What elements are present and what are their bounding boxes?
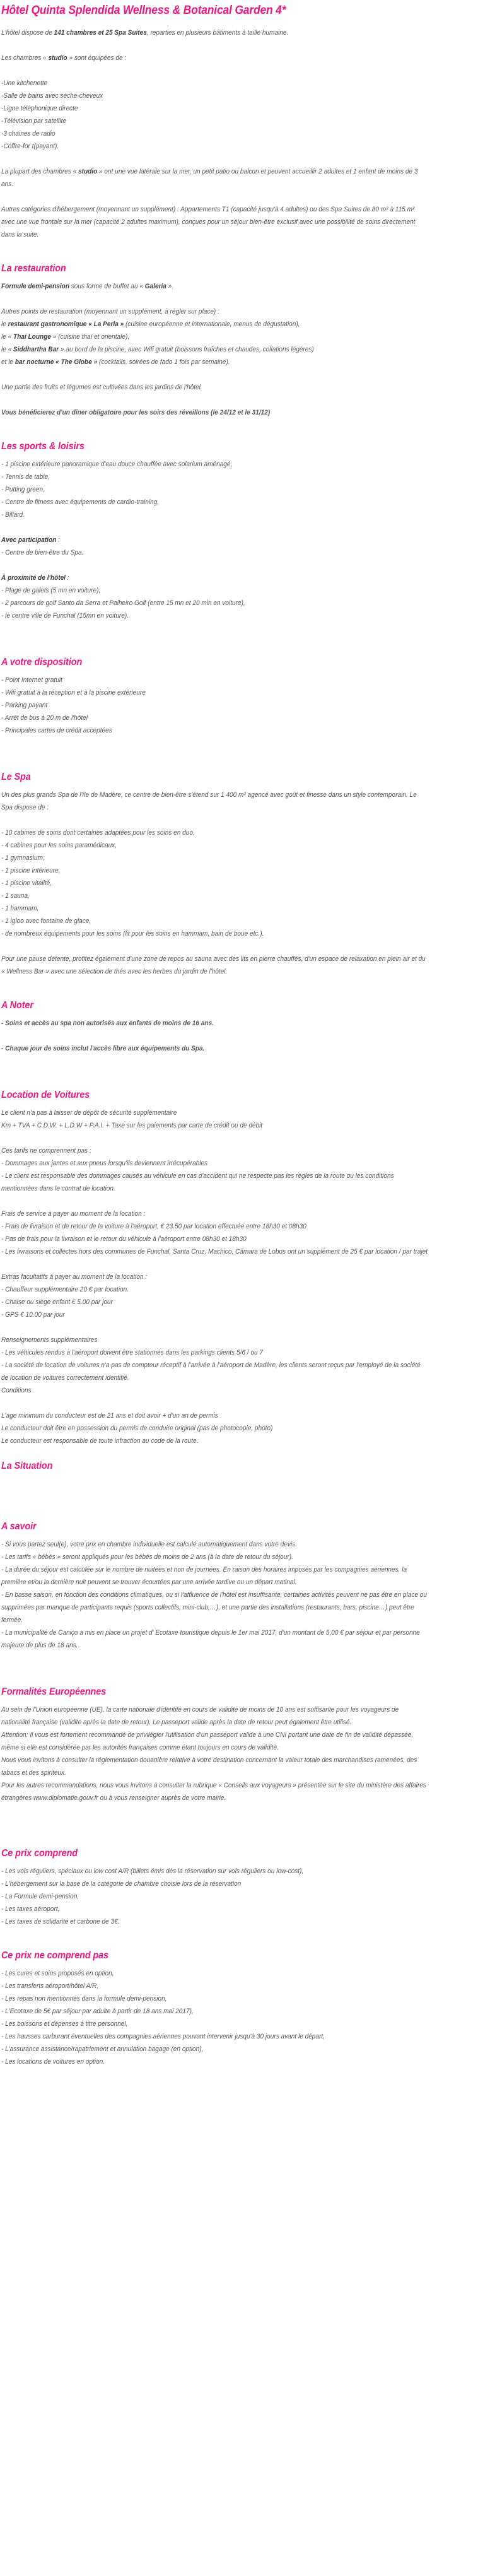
location-voitures-section — [1, 1089, 477, 1447]
extras-label: Extras facultatifs à payer au moment de la location : — [1, 1273, 148, 1281]
proximite-colon: : — [65, 574, 69, 582]
location-intro-1: Le client n'a pas à laisser de dépôt de sécurité supplémentaire — [1, 1109, 177, 1117]
studio-features-list — [1, 77, 477, 153]
list-item: -Ligne téléphonique directe — [1, 105, 78, 112]
point-suffix: (cocktails, soirées de fado 1 fois par semaine). — [97, 358, 230, 366]
list-item: - 1 piscine extérieure panoramique d'eau douce chauffée avec solarium aménagé, — [1, 461, 233, 468]
prix-ne-comprend-pas-section — [1, 1950, 477, 2068]
point-prefix: le « — [1, 346, 14, 353]
participation-title: Avec participation — [1, 536, 57, 544]
list-item: - Plage de galets (5 mn en voiture), — [1, 587, 101, 594]
list-item: - Les repas non mentionnés dans la formule demi-pension, — [1, 1995, 167, 2003]
point-name: Siddhartha Bar — [13, 346, 59, 353]
section-title-restauration: La restauration — [1, 263, 66, 274]
list-item: - Pas de frais pour la livraison et le retour du véhicule à l'aéroport entre 08h30 et 18h30 — [1, 1235, 247, 1243]
formalites-paragraph: Attention: Il vous est fortement recommandé de privilégier l'utilisation d'un passeport valide à une CNI portant une date de fin de validité dépassée, même si elle est considérée par les autorités françaises comme étant toujours en cours de validité. — [1, 1731, 414, 1751]
spa-intro: Un des plus grands Spa de l'île de Madère, ce centre de bien-être s'étend sur 1 400 m² agencé avec goût et finesse dans un style contemporain. Le Spa dispose de : — [1, 791, 417, 811]
spa-pause: Pour une pause détente, profitez également d'une zone de repos au sauna avec des lits en pierre chauffés, d'un espace de relaxation en plein air et du « Wellness Bar » avec une sélection de thés avec les herbes du jardin de l'hôtel. — [1, 955, 426, 975]
formalites-paragraph: Au sein de l'Union européenne (UE), la carte nationale d'identité en cours de validité de moins de 10 ans est suffisante pour les voyageurs de nationalité française (validite après la date de retour). Le passeport valide après la date de retour peut également être utilisé. — [1, 1706, 399, 1726]
list-item: -Une kitchenette — [1, 79, 48, 87]
point-name: bar nocturne « The Globe » — [15, 358, 98, 366]
participation-colon: : — [56, 536, 60, 544]
list-item: - 10 cabines de soins dont certaines adaptées pour les soins en duo, — [1, 829, 195, 837]
list-item: - Les livraisons et collectes hors des communes de Funchal, Santa Cruz, Machico, Câmara de Lobos ont un supplément de 25 € par location / par trajet — [1, 1248, 428, 1256]
section-title-a-savoir: A savoir — [1, 1521, 37, 1532]
intro-section — [1, 26, 477, 241]
list-item: - Point Internet gratuit — [1, 676, 62, 684]
service-fees-label: Frais de service à payer au moment de la location : — [1, 1210, 146, 1218]
list-item: - La Formule demi-pension, — [1, 1893, 79, 1900]
list-item: - La société de location de voitures n'a pas de compteur réceptif à l'arrivée à l'aéroport de Madère, les clients seront reçus par l'employé de la société de location de voitures correctement identifié. — [1, 1362, 421, 1382]
list-item: - 1 piscine vitalité, — [1, 879, 52, 887]
info-label: Renseignements supplémentaires — [1, 1336, 98, 1344]
list-item: -Salle de bains avec sèche-cheveux — [1, 92, 103, 100]
location-intro-2: Km + TVA + C.D.W. + L.D.W + P.A.I. + Taxe sur les paiements par carte de crédit ou de débit — [1, 1122, 263, 1129]
list-item: - Les véhicules rendus à l'aéroport doivent être stationnés dans les parkings clients 5/6 / ou 7 — [1, 1349, 263, 1356]
intro-plupart-line — [1, 165, 429, 191]
section-title-situation: La Situation — [1, 1461, 53, 1471]
intro-studio-word: studio — [48, 54, 67, 62]
list-item: - Les vols réguliers, spéciaux ou low cost A/R (billets émis dès la réservation sur vols réguliers ou low-cost), — [1, 1867, 304, 1875]
section-title-prix-comprend: Ce prix comprend — [1, 1848, 78, 1859]
list-item: - Wifi gratuit à la réception et à la piscine extérieure — [1, 689, 146, 697]
intro-studio-line — [1, 52, 429, 64]
prix-comprend-list — [1, 1865, 477, 1928]
restauration-formule — [1, 280, 429, 293]
list-item: -Coffre-for t(payant). — [1, 143, 59, 150]
formalites-paragraph: Pour les autres recommandations, nous vous invitons à consulter la rubrique « Conseils aux voyageurs » présentée sur le site du ministère des affaires étrangères www.diplomatie.gouv.fr ou à vous renseigner auprès de votre mairie. — [1, 1782, 426, 1802]
restauration-fruits: Une partie des fruits et légumes est cultivées dans les jardins de l'hôtel. — [1, 384, 202, 391]
point-name: restaurant gastronomique « La Perla » — [8, 321, 124, 328]
condition-item: Le conducteur est responsable de toute infraction au code de la route. — [1, 1437, 199, 1445]
formalites-section — [1, 1686, 477, 1804]
list-item: - L'hébergement sur la base de la catégorie de chambre choisie lors de la réservation — [1, 1880, 242, 1888]
list-item: - Les transferts aéroport/hôtel A/R, — [1, 1982, 99, 1990]
point-prefix: le « — [1, 333, 14, 341]
list-item: - Chauffeur supplémentaire 20 € par location. — [1, 1286, 129, 1293]
list-item: - Arrêt de bus à 20 m de l'hôtel — [1, 714, 88, 722]
intro-rooms-prefix: L'hôtel dispose de — [1, 29, 54, 37]
list-item: - 2 parcours de golf Santo da Serra et Palheiro Golf (entre 15 mn et 20 min en voiture), — [1, 599, 245, 607]
list-item: - Chaque jour de soins inclut l'accès libre aux équipements du Spa. — [1, 1045, 205, 1052]
list-item: - Les boissons et dépenses à titre personnel, — [1, 2020, 128, 2028]
section-title-a-noter: A Noter — [1, 1000, 33, 1011]
formule-label: Formule demi-pension — [1, 283, 69, 290]
point-prefix: et le — [1, 358, 15, 366]
list-item: - Les hausses carburant éventuelles des compagnies aériennes pouvant intervenir jusqu'à 30 jours avant le départ, — [1, 2033, 325, 2040]
list-item — [1, 343, 429, 356]
spa-list — [1, 826, 477, 940]
disposition-list — [1, 674, 477, 737]
formule-suffix: ». — [166, 283, 174, 290]
formalites-paragraph: Nous vous invitons à consulter la réglementation douanière relative à votre destination concernant la valeur totale des marchandises ramenées, des tabacs et des spiriteux. — [1, 1756, 417, 1777]
section-title-spa: Le Spa — [1, 772, 31, 782]
point-suffix: (cuisine européenne et internationale, menus de dégustation), — [124, 321, 300, 328]
section-title-sports: Les sports & loisirs — [1, 441, 85, 452]
list-item: - En basse saison, en fonction des conditions climatiques, ou si l'affluence de l'hôtel est insuffisante, certaines activités peuvent ne pas être en place ou supprimées par manque de participants requis (sports collectifs, mini-club,…), et une partie des installations (restaurants, bars, piscine…) peut être fermée. — [1, 1591, 427, 1624]
list-item: - GPS € 10.00 par jour — [1, 1311, 65, 1319]
document-page — [0, 4, 478, 2093]
condition-item: L'age minimum du conducteur est de 21 ans et doit avoir + d'un an de permis — [1, 1412, 218, 1420]
list-item: - Centre de bien-être du Spa. — [1, 549, 84, 556]
list-item: - L'assurance assistance/rapatriement et annulation bagage (en option), — [1, 2045, 204, 2053]
list-item: - Tennis de table, — [1, 473, 50, 481]
disposition-section — [1, 656, 477, 737]
proximite-label — [1, 572, 429, 584]
intro-rooms-line — [1, 26, 429, 39]
plupart-word: studio — [78, 168, 98, 175]
list-item: -3 chaines de radio — [1, 130, 55, 138]
point-suffix: » (cuisine thaï et orientale), — [50, 333, 130, 341]
page-title: Hôtel Quinta Splendida Wellness & Botanical Garden 4* — [1, 4, 286, 17]
section-title-location-voitures: Location de Voitures — [1, 1090, 90, 1100]
plupart-suffix: » ont une vue latérale sur la mer, un petit patio ou balcon et peuvent accueillir 2 adultes et 1 enfant de moins de 3 ans. — [1, 168, 418, 188]
point-prefix: le — [1, 321, 8, 328]
intro-rooms-suffix: , reparties en plusieurs bâtiments à taille humaine. — [146, 29, 289, 37]
plupart-prefix: La plupart des chambres « — [1, 168, 79, 175]
proximite-title: À proximité de l'hôtel — [1, 574, 66, 582]
not-included-label: Ces tarifs ne comprennent pas : — [1, 1147, 91, 1155]
formule-venue: Galeria — [144, 283, 166, 290]
list-item: - Les tarifs « bébés » seront appliqués pour les bébés de moins de 2 ans (à la date de retour du séjour). — [1, 1553, 293, 1561]
list-item: - Les cures et soins proposés en option, — [1, 1970, 114, 1977]
condition-item: Le conducteur doit être en possession du permis de conduire original (pas de photocopie, photo) — [1, 1425, 273, 1432]
intro-studio-suffix: » sont équipées de : — [67, 54, 127, 62]
list-item: - 1 sauna, — [1, 892, 30, 900]
list-item: - Les taxes aéroport, — [1, 1905, 60, 1913]
list-item: - La durée du séjour est calculée sur le nombre de nuitées et non de journées. En raison des horaires imposés par les compagnies aériennes, la première et/ou la dernière nuit peuvent se trouver écourtées par une arrivée tardive ou un départ matinal. — [1, 1566, 407, 1586]
point-suffix: » au bord de la piscine, avec Wifi gratuit (boissons fraîches et chaudes, collations légères) — [59, 346, 314, 353]
formule-mid: sous forme de buffet au « — [69, 283, 145, 290]
list-item: - le centre ville de Funchal (15mn en voiture). — [1, 612, 129, 620]
sports-list — [1, 458, 477, 521]
list-item: - Le client est responsable des dommages causés au véhicule en cas d'accident qui ne respecte pas les règles de la route ou les conditions mentionnées dans le contrat de location. — [1, 1172, 394, 1192]
list-item: - Parking payant — [1, 702, 48, 709]
spa-section — [1, 771, 477, 978]
list-item: - 4 cabines pour les soins paramédicaux, — [1, 842, 117, 849]
a-noter-section — [1, 999, 477, 1055]
section-title-prix-ne-comprend-pas: Ce prix ne comprend pas — [1, 1950, 108, 1961]
list-item: - Putting green, — [1, 486, 45, 493]
list-item: - Centre de fitness avec équipements de cardio-training, — [1, 498, 160, 506]
restauration-section — [1, 262, 477, 419]
list-item: - 1 piscine intérieure, — [1, 867, 61, 874]
list-item: - de nombreux équipements pour les soins (lit pour les soins en hammam, bain de boue etc.). — [1, 930, 264, 938]
list-item: - Dommages aux jantes et aux pneus lorsqu'ils deviennent irrécupérables — [1, 1160, 208, 1167]
sports-section — [1, 440, 477, 622]
list-item — [1, 331, 429, 343]
list-item: - 1 gymnasium, — [1, 854, 45, 862]
list-item: - 1 igloo avec fontaine de glace, — [1, 917, 91, 925]
prix-comprend-section — [1, 1847, 477, 1928]
list-item: - Les taxes de solidarité et carbone de 3€. — [1, 1918, 120, 1926]
list-item: - Soins et accès au spa non autorisés aux enfants de moins de 16 ans. — [1, 1020, 214, 1027]
participation-label — [1, 534, 429, 546]
restauration-autres-points: Autres points de restauration (moyennant un supplément, à régler sur place) : — [1, 308, 219, 315]
section-title-formalites: Formalités Européennes — [1, 1686, 107, 1697]
list-item: - La municipalité de Caniço a mis en place un projet d' Ecotaxe touristique depuis le 1er mai 2017, d'un montant de 5,00 € par séjour et par personne majeure de plus de 18 ans. — [1, 1629, 420, 1649]
restauration-reveillons: Vous bénéficierez d'un dîner obligatoire pour les soirs des réveillons (le 24/12 et le 31/12) — [1, 409, 271, 416]
proximite-list — [1, 584, 477, 622]
a-savoir-section — [1, 1520, 477, 1652]
intro-autres-categories: Autres catégories d'hébergement (moyennant un supplément) : Appartements T1 (capacité jusqu'à 4 adultes) ou des Spa Suites de 80 m² à 115 m² avec une vue frontale sur la mer (capacité 2 adultes maximum), conçues pour un séjour bien-être exclusif avec une possibilité de soins directement dans la suite. — [1, 206, 416, 238]
prix-ne-comprend-pas-list — [1, 1967, 477, 2068]
point-name: Thai Lounge — [13, 333, 51, 341]
intro-rooms-count: 141 chambres et 25 Spa Suites — [54, 29, 147, 37]
list-item: -Télévision par satellite — [1, 117, 66, 125]
list-item — [1, 318, 429, 331]
conditions-label: Conditions — [1, 1387, 32, 1394]
participation-list — [1, 546, 477, 559]
list-item: - Frais de livraison et de retour de la voiture à l'aéroport, € 23.50 par location effectuée entre 18h30 et 08h30 — [1, 1223, 306, 1230]
list-item: - Billard. — [1, 511, 25, 519]
list-item: - Les locations de voitures en option. — [1, 2058, 105, 2066]
list-item: - Si vous partez seul(e), votre prix en chambre individuelle est calculé automatiquement dans votre devis. — [1, 1541, 297, 1548]
list-item: - L'Ecotaxe de 5€ par séjour par adulte à partir de 18 ans mai 2017), — [1, 2008, 194, 2015]
list-item: - Principales cartes de crédit acceptées — [1, 727, 112, 734]
list-item: - 1 hammam, — [1, 905, 39, 912]
intro-studio-prefix: Les chambres « — [1, 54, 49, 62]
list-item — [1, 356, 429, 368]
list-item: - Chaise ou siège enfant € 5.00 par jour — [1, 1298, 113, 1306]
situation-section — [1, 1460, 477, 1472]
section-title-disposition: A votre disposition — [1, 657, 83, 668]
